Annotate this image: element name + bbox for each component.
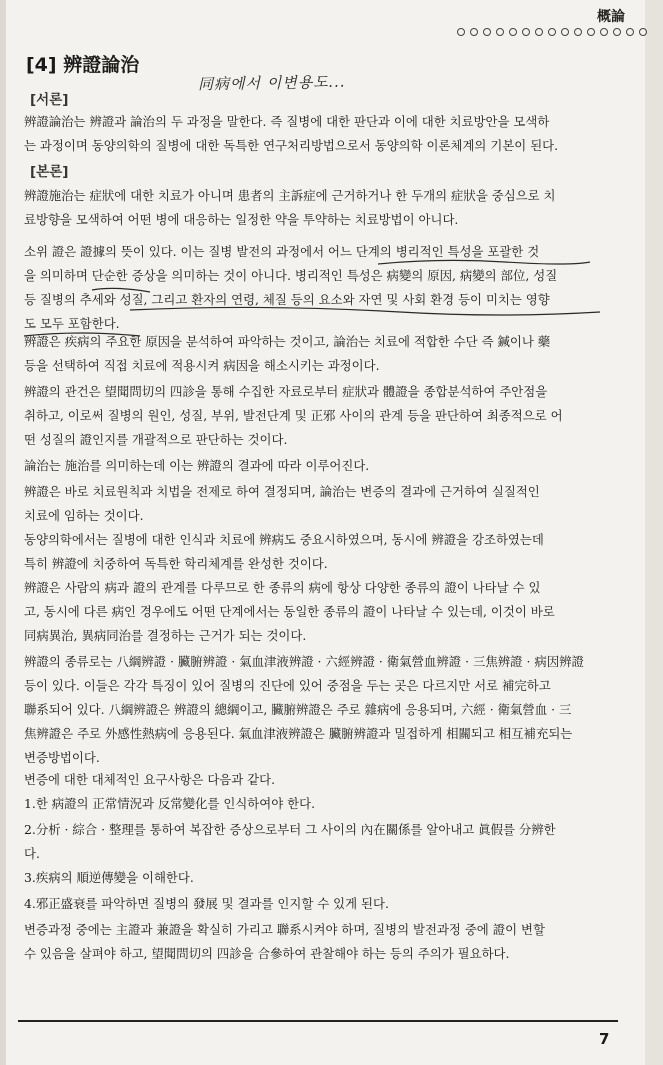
- text-line: 동양의학에서는 질병에 대한 인식과 치료에 辨病도 중요시하였으며, 동시에 辨證을 강조하였는데: [24, 532, 544, 547]
- paragraph: [24, 110, 624, 158]
- text-line: 辨證의 종류로는 八綱辨證 · 臟腑辨證 · 氣血津液辨證 · 六經辨證 · 衛氣營血辨證 · 三焦辨證 · 病因辨證: [24, 654, 584, 669]
- text-line: 辨證은 사람의 病과 證의 관계를 다루므로 한 종류의 病에 항상 다양한 종류의 證이 나타날 수 있: [24, 580, 541, 595]
- text-line: 치료에 임하는 것이다.: [24, 508, 144, 523]
- paragraph: [24, 650, 624, 770]
- text-line: 고, 동시에 다른 病인 경우에도 어떤 단계에서는 동일한 종류의 證이 나타날 수 있는데, 이것이 바로: [24, 604, 555, 619]
- paragraph: [24, 528, 624, 576]
- text-line: 辨證의 관건은 望聞問切의 四診을 통해 수집한 자료로부터 症狀과 體證을 종합분석하여 주안점을: [24, 384, 548, 399]
- paragraph: [24, 576, 624, 648]
- subhead-main-body: [본론]: [30, 164, 69, 180]
- paragraph: [24, 330, 624, 378]
- text-line: 변증방법이다.: [24, 750, 100, 765]
- text-line: 취하고, 이로써 질병의 원인, 성질, 부위, 발전단계 및 正邪 사이의 관계 등을 판단하여 최종적으로 어: [24, 408, 563, 423]
- text-line: 辨證論治는 辨證과 論治의 두 과정을 말한다. 즉 질병에 대한 판단과 이에 대한 치료방안을 모색하: [24, 114, 550, 129]
- text-line: 辨證은 바로 치료원칙과 치법을 전제로 하여 결정되며, 論治는 변증의 결과에 근거하여 실질적인: [24, 484, 540, 499]
- handwritten-note: 同病에서 이변용도...: [197, 72, 347, 94]
- text-line: 수 있음을 살펴야 하고, 望聞問切의 四診을 合參하여 관찰해야 하는 등의 주의가 필요하다.: [24, 946, 510, 961]
- text-line: 다.: [24, 846, 40, 861]
- paragraph: [24, 240, 624, 336]
- running-header: 概論: [597, 9, 625, 25]
- text-line: 1.한 病證의 正常情況과 反常變化를 인식하여야 한다.: [24, 796, 316, 811]
- text-line: 는 과정이며 동양의학의 질병에 대한 독특한 연구처리방법으로서 동양의학 이론체계의 기본이 된다.: [24, 138, 559, 153]
- scan-left-edge: [0, 0, 6, 1065]
- text-line: 焦辨證은 주로 外感性熱病에 응용된다. 氣血津液辨證은 臟腑辨證과 밀접하게 相關되고 相互補充되는: [24, 726, 573, 741]
- paragraph: [24, 866, 624, 890]
- text-line: 등을 선택하여 직접 치료에 적용시켜 病因을 해소시키는 과정이다.: [24, 358, 380, 373]
- text-line: 聯系되어 있다. 八綱辨證은 辨證의 總綱이고, 臟腑辨證은 주로 雜病에 응용되며, 六經 · 衛氣營血 · 三: [24, 702, 572, 717]
- text-line: 특히 辨證에 치중하여 독특한 학리체계를 완성한 것이다.: [24, 556, 328, 571]
- text-line: 同病異治, 異病同治를 결정하는 근거가 되는 것이다.: [24, 628, 307, 643]
- header-dot-row: [457, 28, 647, 36]
- text-line: 료방향을 모색하여 어떤 병에 대응하는 일정한 약을 투약하는 치료방법이 아니다.: [24, 212, 459, 227]
- paragraph: [24, 792, 624, 816]
- text-line: 4.邪正盛衰를 파악하면 질병의 發展 및 결과를 인지할 수 있게 된다.: [24, 896, 389, 911]
- footer-rule: [18, 1020, 618, 1022]
- text-line: 論治는 施治를 의미하는데 이는 辨證의 결과에 따라 이루어진다.: [24, 458, 370, 473]
- scan-right-edge: [645, 0, 663, 1065]
- paragraph: [24, 768, 624, 792]
- text-line: 소위 證은 證據의 뜻이 있다. 이는 질병 발전의 과정에서 어느 단계의 병리적인 특성을 포괄한 것: [24, 244, 540, 259]
- section-title: [4] 辨證論治: [26, 54, 140, 76]
- text-line: 변증에 대한 대체적인 요구사항은 다음과 같다.: [24, 772, 276, 787]
- text-line: 등이 있다. 이들은 각각 특징이 있어 질병의 진단에 있어 중점을 두는 곳은 다르지만 서로 補完하고: [24, 678, 551, 693]
- subhead-introduction: [서론]: [30, 92, 69, 108]
- text-line: 변증과정 중에는 主證과 兼證을 확실히 가리고 聯系시켜야 하며, 질병의 발전과정 중에 證이 변할: [24, 922, 545, 937]
- text-line: 등 질병의 추세와 성질, 그리고 환자의 연령, 체질 등의 요소와 자연 및 사회 환경 등이 미치는 영향: [24, 292, 550, 307]
- paragraph: [24, 184, 624, 232]
- text-line: 2.分析 · 綜合 · 整理를 통하여 복잡한 증상으로부터 그 사이의 內在關係를 알아내고 眞假를 分辨한: [24, 822, 556, 837]
- page-number: 7: [599, 1030, 610, 1048]
- paragraph: [24, 892, 624, 916]
- paragraph: [24, 818, 624, 866]
- text-line: 떤 성질의 證인지를 개괄적으로 판단하는 것이다.: [24, 432, 288, 447]
- text-line: 辨證施治는 症狀에 대한 치료가 아니며 患者의 主訴症에 근거하거나 한 두개의 症狀을 중심으로 치: [24, 188, 556, 203]
- text-line: 도 모두 포함한다.: [24, 316, 120, 331]
- text-line: 辨證은 疾病의 주요한 原因을 분석하여 파악하는 것이고, 論治는 치료에 적합한 수단 즉 鍼이나 藥: [24, 334, 551, 349]
- paragraph: [24, 918, 624, 966]
- paragraph: [24, 454, 624, 478]
- text-line: 3.疾病의 順逆傳變을 이해한다.: [24, 870, 194, 885]
- paragraph: [24, 380, 624, 452]
- text-line: 을 의미하며 단순한 증상을 의미하는 것이 아니다. 병리적인 특성은 病變의 原因, 病變의 部位, 성질: [24, 268, 558, 283]
- paragraph: [24, 480, 624, 528]
